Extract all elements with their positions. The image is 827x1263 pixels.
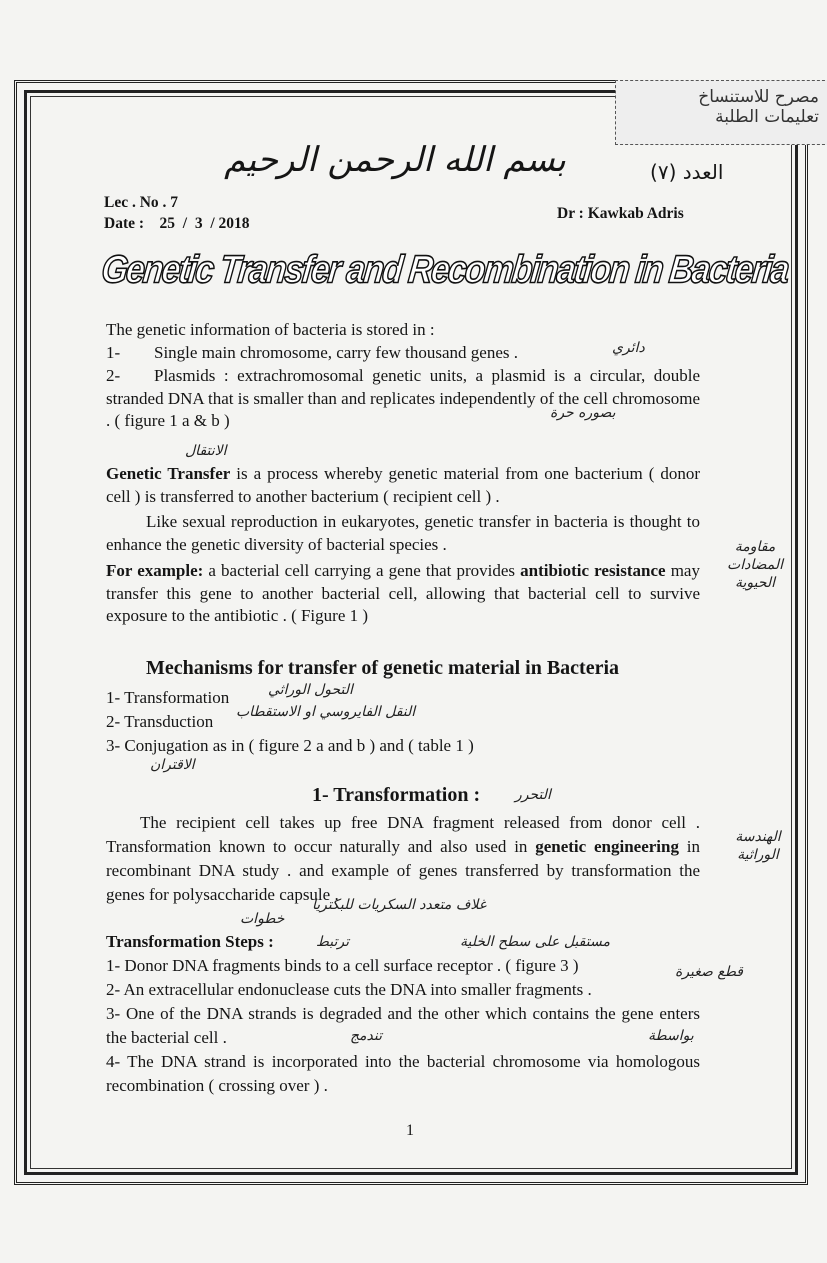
- intro-item-2: 2- Plasmids : extrachromosomal genetic units, a plasmid is a circular, double stranded DNA that is smaller than and replicates independently of the cell chromosome . ( figure 1 a & b ): [106, 366, 700, 430]
- note-steps: خطوات: [240, 911, 285, 927]
- mechanisms-list: [106, 686, 700, 758]
- step-item: 3- One of the DNA strands is degraded and the other which contains the gene enters the bacterial cell .: [106, 1004, 700, 1047]
- page-number: 1: [406, 1122, 414, 1139]
- intro-item-1: 1- Single main chromosome, carry few thousand genes .: [106, 343, 518, 362]
- note-capsule: غلاف متعدد السكريات للبكتريا: [312, 897, 487, 913]
- lecture-number: Lec . No . 7: [104, 194, 179, 211]
- copy-stamp: مصرح للاستنساخ تعليمات الطلبة: [615, 80, 827, 145]
- note-fragments: قطع صغيرة: [675, 964, 744, 980]
- step-item: 1- Donor DNA fragments binds to a cell surface receptor . ( figure 3 ): [106, 956, 579, 975]
- mechanism-item: 2- Transduction: [106, 712, 214, 731]
- page-title: Genetic Transfer and Recombination in Bacteria: [99, 248, 790, 292]
- transformation-heading: 1- Transformation :: [312, 784, 481, 806]
- transformation-para: The recipient cell takes up free DNA fragment released from donor cell . Transformation known to occur naturally and also used in genetic engineering in recombinant DNA study . and example of genes transferred by transformation the genes for polysaccharide capsule .: [106, 813, 700, 904]
- mechanism-item: 1- Transformation: [106, 688, 230, 707]
- note-released: التحرر: [515, 787, 551, 803]
- mechanism-item: 3- Conjugation as in ( figure 2 a and b ) and ( table 1 ): [106, 736, 474, 755]
- genetic-transfer-definition: Genetic Transfer is a process whereby genetic material from one bacterium ( donor cell ) is transferred to another bacterium ( recipient cell ) .: [106, 464, 700, 506]
- example-para: For example: a bacterial cell carrying a gene that provides antibiotic resistance may transfer this gene to another bacterial cell, allowing that bacterial cell to survive exposure to the antibiotic . ( Figure 1 ): [106, 561, 700, 625]
- lecture-info: [104, 192, 250, 234]
- note-genetic-engineering: الهندسة الوراثية: [735, 829, 781, 863]
- step-item: 2- An extracellular endonuclease cuts the DNA into smaller fragments .: [106, 980, 592, 999]
- doctor-name: Dr : Kawkab Adris: [557, 205, 684, 222]
- note-independent: بصوره حرة: [550, 405, 616, 421]
- steps-list: [106, 954, 700, 1098]
- note-enters: تندمج: [350, 1028, 383, 1044]
- mechanisms-heading: Mechanisms for transfer of genetic material in Bacteria: [146, 657, 620, 679]
- note-transformation: التحول الوراثي: [268, 682, 353, 698]
- intro-line: The genetic information of bacteria is stored in :: [106, 320, 435, 339]
- steps-heading: Transformation Steps :: [106, 932, 274, 951]
- note-transduction: النقل الفايروسي او الاستقطاب: [236, 704, 416, 720]
- note-antibiotic: مقاومة المضادات الحيوية: [727, 539, 783, 591]
- step-item: 4- The DNA strand is incorporated into the bacterial chromosome via homologous recombination ( crossing over ) .: [106, 1052, 700, 1095]
- note-via: بواسطة: [648, 1028, 694, 1044]
- issue-number: العدد (٧): [650, 160, 724, 184]
- note-binds: ترتبط: [316, 934, 350, 950]
- genetic-transfer-para: Like sexual reproduction in eukaryotes, genetic transfer in bacteria is thought to enhance the genetic diversity of bacterial species .: [106, 512, 700, 554]
- note-transfer: الانتقال: [185, 443, 227, 459]
- lecture-date: Date : 25 / 3 / 2018: [104, 215, 250, 232]
- note-circular: دائري: [612, 340, 645, 356]
- basmala: بسم الله الرحمن الرحيم: [224, 140, 566, 180]
- note-receptor: مستقبل على سطح الخلية: [460, 934, 610, 950]
- note-conjugation: الاقتران: [150, 757, 195, 773]
